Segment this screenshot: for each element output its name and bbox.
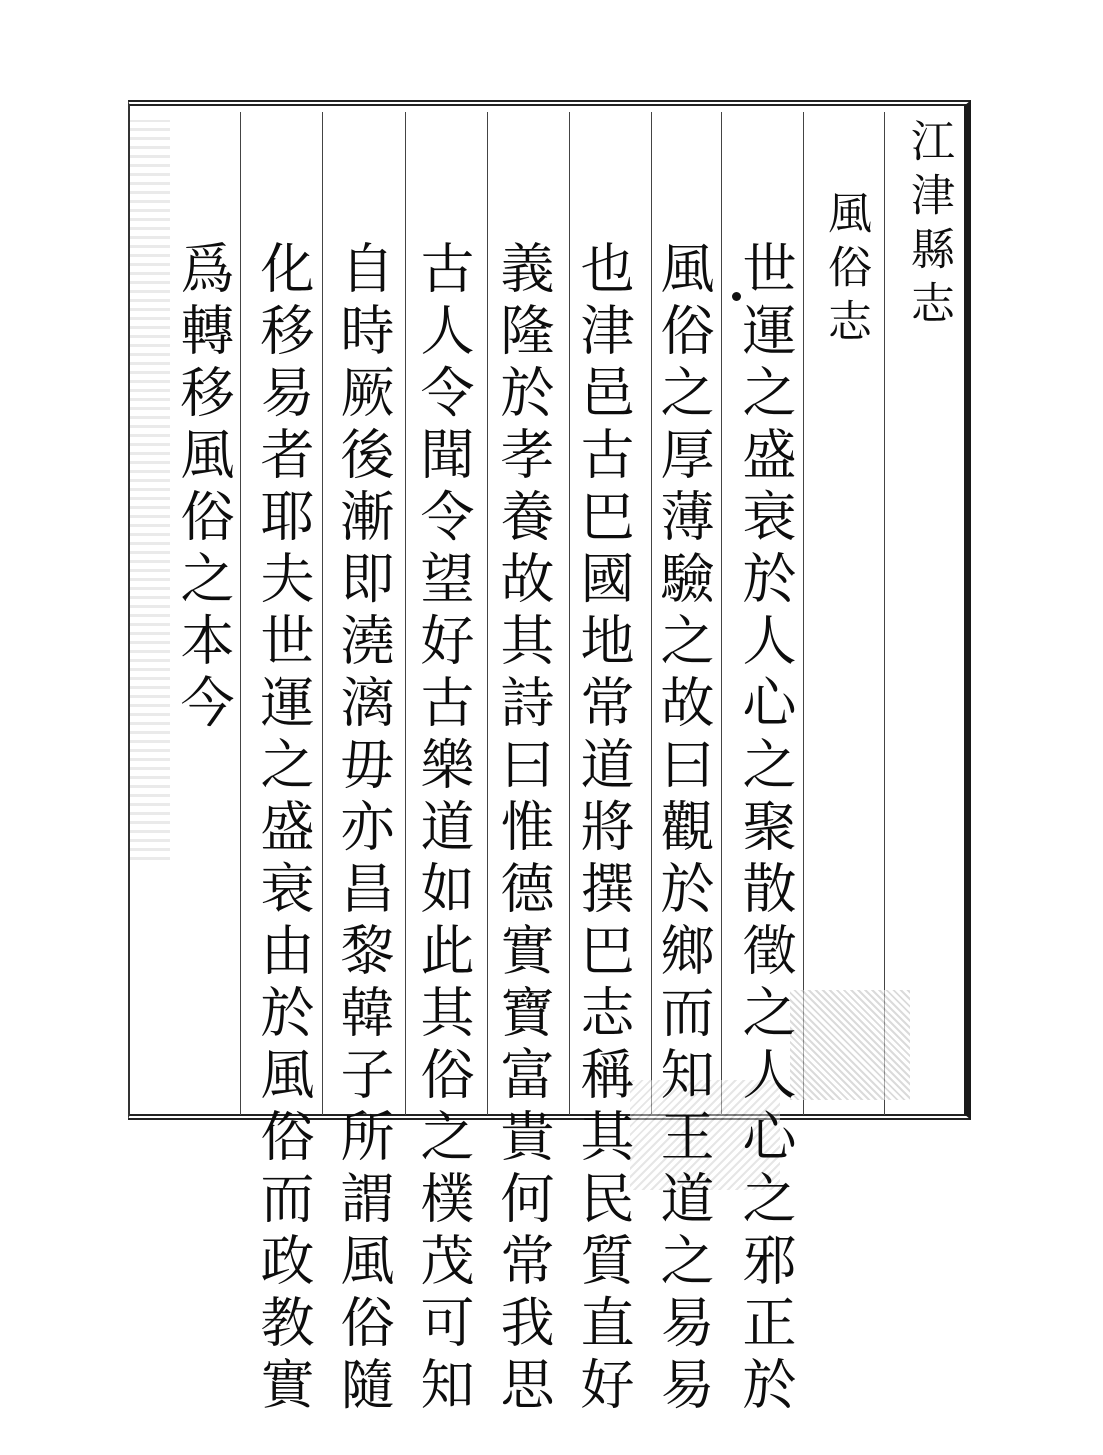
column-rule xyxy=(721,112,722,1115)
chapter-title: 風俗志 xyxy=(820,190,871,352)
text-column-6: 自時厥後漸即澆漓毋亦昌黎韓子所謂風俗隨 xyxy=(332,240,395,1418)
text-column-2: 風俗之厚薄驗之故曰觀於鄉而知王道之易易 xyxy=(652,240,715,1418)
text-column-8: 爲轉移風俗之本今 xyxy=(172,240,235,736)
text-column-4: 義隆於孝養故其詩曰惟德實寶富貴何常我思 xyxy=(492,240,555,1418)
column-rule xyxy=(803,112,804,1115)
text-column-1: 世運之盛衰於人心之聚散徵之人心之邪正於 xyxy=(734,240,797,1418)
damaged-margin xyxy=(130,120,170,860)
column-rule xyxy=(322,112,323,1115)
text-column-7: 化移易者耶夫世運之盛衰由於風俗而政教實 xyxy=(252,240,315,1418)
column-rule xyxy=(487,112,488,1115)
column-rule xyxy=(405,112,406,1115)
column-rule xyxy=(884,112,885,1115)
text-column-5: 古人令聞令望好古樂道如此其俗之樸茂可知 xyxy=(412,240,475,1418)
column-rule xyxy=(240,112,241,1115)
text-column-3: 也津邑古巴國地常道將撰巴志稱其民質直好 xyxy=(572,240,635,1418)
book-title: 江津縣志 xyxy=(903,118,954,334)
faded-seal-stamp xyxy=(790,990,910,1100)
